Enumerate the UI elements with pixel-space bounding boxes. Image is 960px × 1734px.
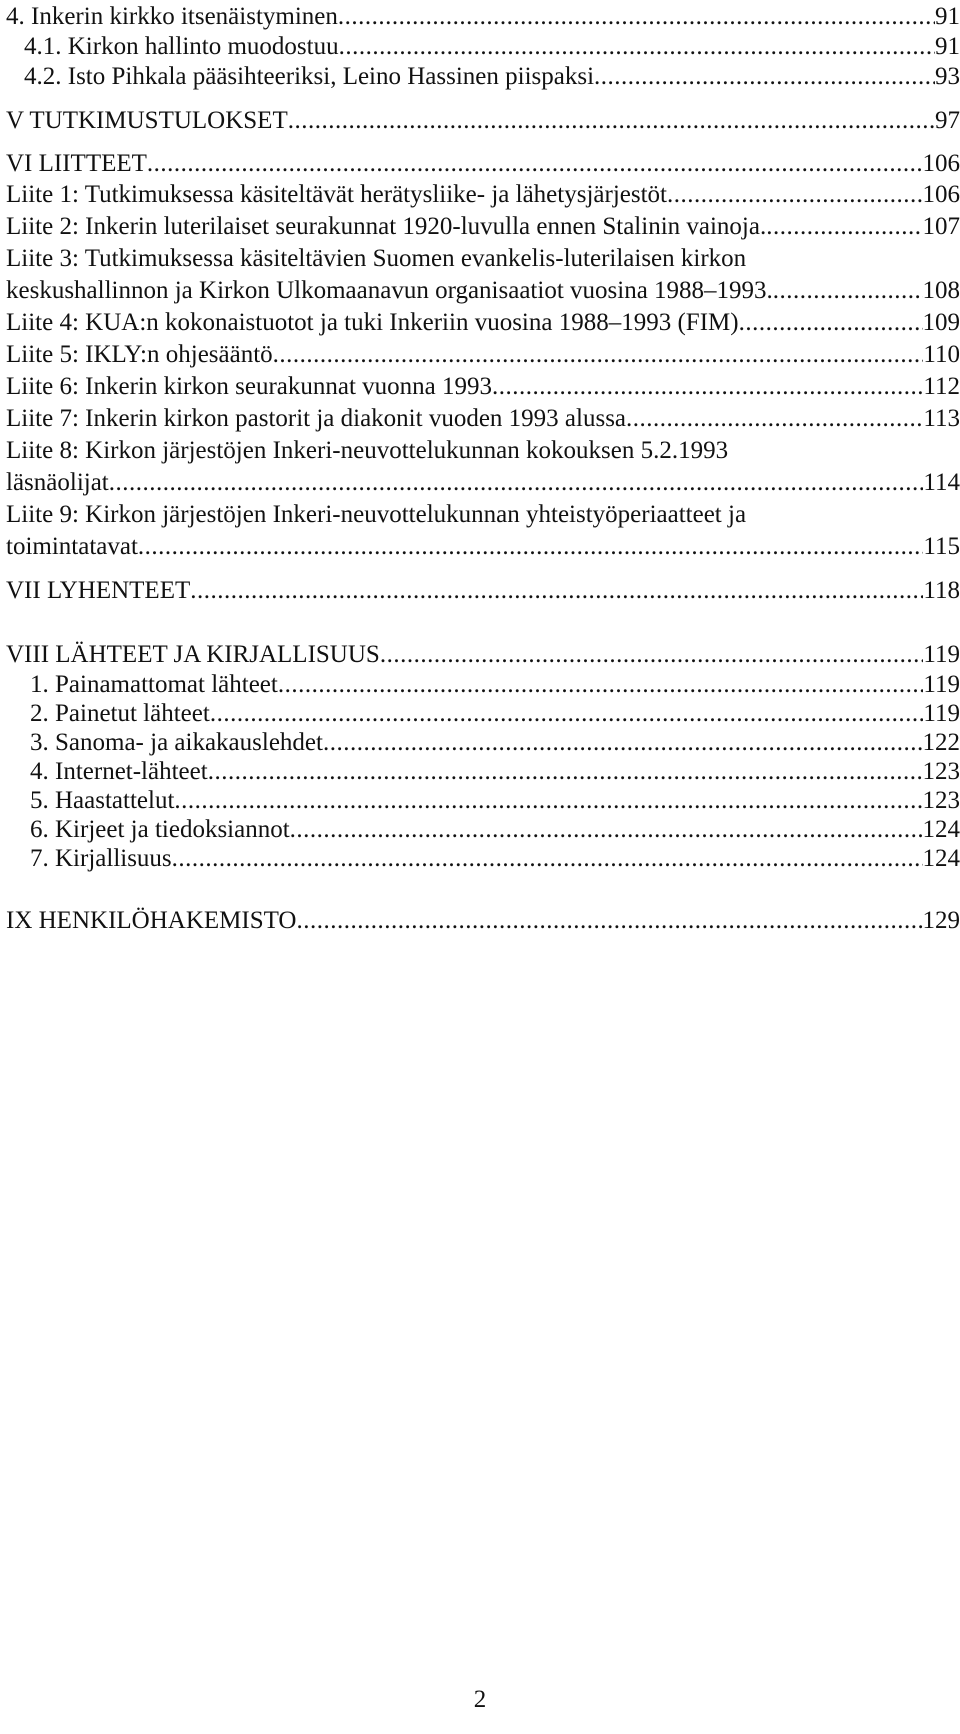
toc-entry: [0, 306, 960, 340]
toc-entry-first-line: [0, 434, 960, 468]
toc-page-number: 123: [922, 758, 960, 785]
toc-entry-title: VII LYHENTEET: [6, 577, 191, 604]
toc-entry-title-cont: toimintatavat: [6, 533, 138, 560]
dot-leader: [109, 466, 924, 500]
toc-entry-title: 3. Sanoma- ja aikakauslehdet: [30, 729, 323, 756]
toc-page-number: 119: [923, 671, 960, 698]
toc-page-number: 110: [923, 341, 960, 368]
toc-entry: [0, 104, 960, 138]
toc-entry-title: Liite 3: Tutkimuksessa käsiteltävien Suomen evankelis-luterilaisen kirkon: [6, 245, 747, 272]
toc-page-number: 93: [935, 63, 960, 90]
toc-page-number: 106: [922, 150, 960, 177]
toc-page-number: 119: [923, 700, 960, 727]
toc-entry-title: 6. Kirjeet ja tiedoksiannot: [30, 816, 290, 843]
dot-leader: [190, 574, 923, 608]
dot-leader: [172, 842, 923, 876]
toc-entry: [0, 638, 960, 672]
toc-entry: [0, 274, 960, 308]
toc-entry-title: 4.1. Kirkon hallinto muodostuu: [24, 33, 339, 60]
toc-entry-title: Liite 9: Kirkon järjestöjen Inkeri-neuvottelukunnan yhteistyöperiaatteet ja: [6, 501, 747, 528]
toc-entry-title: Liite 1: Tutkimuksessa käsiteltävät herätysliike- ja lähetysjärjestöt: [6, 181, 667, 208]
dot-leader: [147, 147, 923, 181]
toc-entry: [0, 904, 960, 938]
toc-page-number: 91: [935, 33, 960, 60]
toc-entry-title: Liite 6: Inkerin kirkon seurakunnat vuonna 1993: [6, 373, 492, 400]
toc-page-number: 122: [922, 729, 960, 756]
toc-entry: [0, 842, 960, 876]
dot-leader: [138, 530, 924, 564]
dot-leader: [273, 338, 924, 372]
toc-entry-title: 4.2. Isto Pihkala pääsihteeriksi, Leino Hassinen piispaksi: [24, 63, 595, 90]
toc-entry: [0, 338, 960, 372]
toc-page-number: 124: [922, 816, 960, 843]
toc-page-number: 119: [923, 641, 960, 668]
toc-entry: [0, 370, 960, 404]
toc-page-number: 112: [923, 373, 960, 400]
toc-entry-title: IX HENKILÖHAKEMISTO: [6, 907, 297, 934]
toc-entry-title: 5. Haastattelut: [30, 787, 175, 814]
page-number: 2: [473, 1686, 487, 1713]
toc-page-number: 109: [922, 309, 960, 336]
toc-page-number: 106: [922, 181, 960, 208]
toc-page-number: 113: [923, 405, 960, 432]
dot-leader: [339, 30, 935, 64]
toc-entry-title: 7. Kirjallisuus: [30, 845, 172, 872]
toc-page-number: 97: [935, 107, 960, 134]
toc-entry-title: Liite 7: Inkerin kirkon pastorit ja diakonit vuoden 1993 alussa: [6, 405, 627, 432]
toc-entry: [0, 466, 960, 500]
dot-leader: [626, 402, 923, 436]
toc-entry-title: VI LIITTEET: [6, 150, 147, 177]
toc-entry-first-line: [0, 242, 960, 276]
toc-entry: [0, 0, 960, 34]
toc-entry: [0, 60, 960, 94]
toc-entry: [0, 402, 960, 436]
dot-leader: [492, 370, 923, 404]
toc-entry: [0, 147, 960, 181]
toc-entry: [0, 574, 960, 608]
dot-leader: [288, 104, 935, 138]
toc-entry: [0, 210, 960, 244]
dot-leader: [739, 306, 923, 340]
toc-page-number: 115: [923, 533, 960, 560]
dot-leader: [380, 638, 924, 672]
toc-page-number: 107: [922, 213, 960, 240]
toc-page-number: 91: [935, 3, 960, 30]
dot-leader: [773, 274, 923, 308]
dot-leader: [766, 210, 922, 244]
toc-entry: [0, 178, 960, 212]
toc-entry-title: V TUTKIMUSTULOKSET: [6, 107, 288, 134]
toc-page-number: 108: [922, 277, 960, 304]
toc-entry-title-cont: läsnäolijat: [6, 469, 109, 496]
toc-entry-title: 1. Painamattomat lähteet: [30, 671, 278, 698]
toc-entry-title: 2. Painetut lähteet: [30, 700, 210, 727]
toc-entry-title: 4. Internet-lähteet: [30, 758, 208, 785]
toc-entry-title: 4. Inkerin kirkko itsenäistyminen: [6, 3, 338, 30]
toc-page-number: 118: [923, 577, 960, 604]
dot-leader: [338, 0, 935, 34]
toc-entry: [0, 30, 960, 64]
toc-entry-title: Liite 8: Kirkon järjestöjen Inkeri-neuvottelukunnan kokouksen 5.2.1993: [6, 437, 729, 464]
toc-entry: [0, 530, 960, 564]
toc-entry-title: VIII LÄHTEET JA KIRJALLISUUS: [6, 641, 380, 668]
dot-leader: [667, 178, 923, 212]
toc-entry-title: Liite 4: KUA:n kokonaistuotot ja tuki Inkeriin vuosina 1988–1993 (FIM): [6, 309, 739, 336]
toc-page-number: 124: [922, 845, 960, 872]
dot-leader: [296, 904, 922, 938]
dot-leader: [594, 60, 935, 94]
toc-page-number: 114: [923, 469, 960, 496]
toc-entry-title: Liite 2: Inkerin luterilaiset seurakunnat 1920-luvulla ennen Stalinin vainoja.: [6, 213, 767, 240]
toc-entry-title: Liite 5: IKLY:n ohjesääntö: [6, 341, 273, 368]
toc-page-number: 123: [922, 787, 960, 814]
toc-entry-first-line: [0, 498, 960, 532]
toc-page-number: 129: [922, 907, 960, 934]
toc-entry-title-cont: keskushallinnon ja Kirkon Ulkomaanavun organisaatiot vuosina 1988–1993.: [6, 277, 773, 304]
